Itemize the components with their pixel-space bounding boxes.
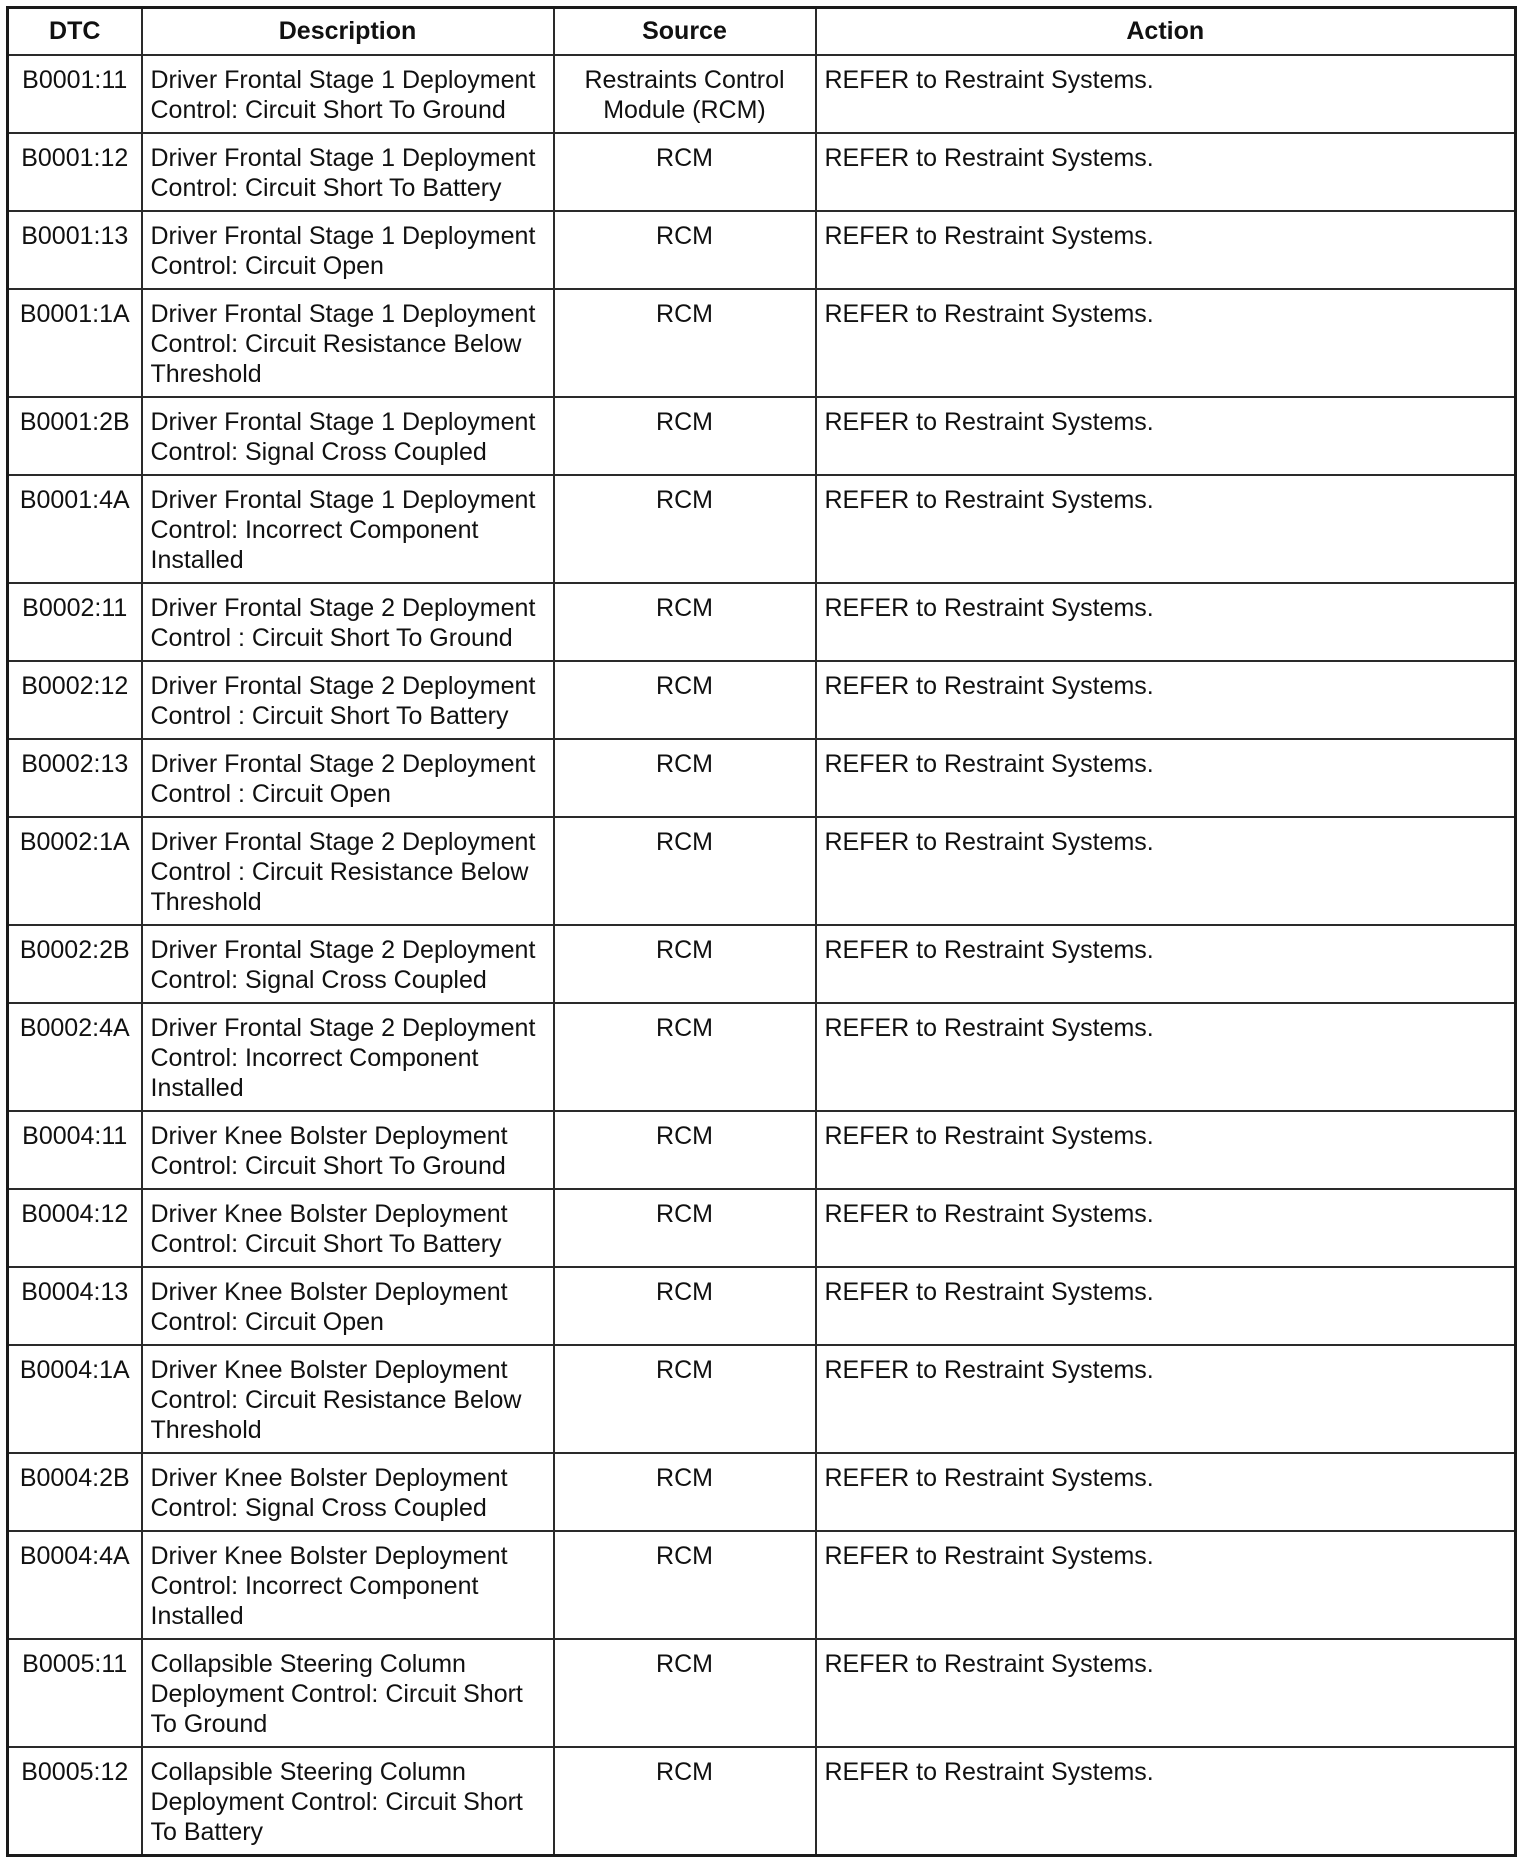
dtc-action: REFER to Restraint Systems. bbox=[816, 925, 1516, 1003]
table-row bbox=[8, 1453, 1516, 1531]
dtc-action: REFER to Restraint Systems. bbox=[816, 475, 1516, 583]
table-row bbox=[8, 133, 1516, 211]
dtc-description: Driver Frontal Stage 1 Deployment Control: Circuit Open bbox=[142, 211, 554, 289]
dtc-code: B0004:2B bbox=[8, 1453, 142, 1531]
table-body bbox=[8, 55, 1516, 1856]
dtc-source: RCM bbox=[554, 1003, 816, 1111]
header-source: Source bbox=[554, 8, 816, 55]
header-row bbox=[8, 8, 1516, 55]
dtc-description: Driver Knee Bolster Deployment Control: Circuit Short To Battery bbox=[142, 1189, 554, 1267]
dtc-source: RCM bbox=[554, 661, 816, 739]
dtc-action: REFER to Restraint Systems. bbox=[816, 817, 1516, 925]
dtc-action: REFER to Restraint Systems. bbox=[816, 211, 1516, 289]
dtc-description: Driver Frontal Stage 2 Deployment Control : Circuit Open bbox=[142, 739, 554, 817]
dtc-source: RCM bbox=[554, 1189, 816, 1267]
dtc-action: REFER to Restraint Systems. bbox=[816, 1453, 1516, 1531]
dtc-source: RCM bbox=[554, 1453, 816, 1531]
dtc-source: RCM bbox=[554, 925, 816, 1003]
dtc-action: REFER to Restraint Systems. bbox=[816, 1531, 1516, 1639]
dtc-action: REFER to Restraint Systems. bbox=[816, 1639, 1516, 1747]
table-row bbox=[8, 211, 1516, 289]
table-row bbox=[8, 289, 1516, 397]
dtc-description: Driver Frontal Stage 1 Deployment Control: Incorrect Component Installed bbox=[142, 475, 554, 583]
dtc-code: B0004:13 bbox=[8, 1267, 142, 1345]
dtc-source: RCM bbox=[554, 133, 816, 211]
dtc-description: Driver Frontal Stage 2 Deployment Control : Circuit Short To Battery bbox=[142, 661, 554, 739]
table-header bbox=[8, 8, 1516, 55]
dtc-source: RCM bbox=[554, 1345, 816, 1453]
dtc-description: Driver Frontal Stage 2 Deployment Control : Circuit Resistance Below Threshold bbox=[142, 817, 554, 925]
dtc-source: Restraints Control Module (RCM) bbox=[554, 55, 816, 133]
table-row bbox=[8, 739, 1516, 817]
table-row bbox=[8, 583, 1516, 661]
dtc-source: RCM bbox=[554, 211, 816, 289]
dtc-code: B0001:13 bbox=[8, 211, 142, 289]
table-row bbox=[8, 1531, 1516, 1639]
dtc-code: B0002:4A bbox=[8, 1003, 142, 1111]
dtc-code: B0004:12 bbox=[8, 1189, 142, 1267]
dtc-code: B0001:11 bbox=[8, 55, 142, 133]
dtc-description: Driver Frontal Stage 1 Deployment Control: Signal Cross Coupled bbox=[142, 397, 554, 475]
dtc-description: Driver Frontal Stage 1 Deployment Control: Circuit Short To Ground bbox=[142, 55, 554, 133]
dtc-source: RCM bbox=[554, 1639, 816, 1747]
dtc-code: B0002:1A bbox=[8, 817, 142, 925]
dtc-action: REFER to Restraint Systems. bbox=[816, 55, 1516, 133]
dtc-source: RCM bbox=[554, 817, 816, 925]
dtc-code: B0002:12 bbox=[8, 661, 142, 739]
dtc-code: B0001:4A bbox=[8, 475, 142, 583]
header-description: Description bbox=[142, 8, 554, 55]
dtc-description: Driver Frontal Stage 2 Deployment Control: Signal Cross Coupled bbox=[142, 925, 554, 1003]
table-row bbox=[8, 1111, 1516, 1189]
dtc-description: Driver Frontal Stage 2 Deployment Control : Circuit Short To Ground bbox=[142, 583, 554, 661]
table-row bbox=[8, 55, 1516, 133]
dtc-description: Collapsible Steering Column Deployment Control: Circuit Short To Ground bbox=[142, 1639, 554, 1747]
dtc-description: Collapsible Steering Column Deployment Control: Circuit Short To Battery bbox=[142, 1747, 554, 1856]
dtc-action: REFER to Restraint Systems. bbox=[816, 1111, 1516, 1189]
dtc-table bbox=[6, 6, 1517, 1857]
dtc-source: RCM bbox=[554, 289, 816, 397]
dtc-action: REFER to Restraint Systems. bbox=[816, 397, 1516, 475]
dtc-action: REFER to Restraint Systems. bbox=[816, 1003, 1516, 1111]
dtc-source: RCM bbox=[554, 1531, 816, 1639]
dtc-source: RCM bbox=[554, 739, 816, 817]
dtc-description: Driver Knee Bolster Deployment Control: Circuit Open bbox=[142, 1267, 554, 1345]
dtc-action: REFER to Restraint Systems. bbox=[816, 1747, 1516, 1856]
header-action: Action bbox=[816, 8, 1516, 55]
table-row bbox=[8, 1747, 1516, 1856]
dtc-action: REFER to Restraint Systems. bbox=[816, 133, 1516, 211]
table-row bbox=[8, 1639, 1516, 1747]
dtc-action: REFER to Restraint Systems. bbox=[816, 289, 1516, 397]
dtc-description: Driver Frontal Stage 1 Deployment Control: Circuit Resistance Below Threshold bbox=[142, 289, 554, 397]
dtc-source: RCM bbox=[554, 397, 816, 475]
dtc-description: Driver Frontal Stage 1 Deployment Control: Circuit Short To Battery bbox=[142, 133, 554, 211]
dtc-source: RCM bbox=[554, 1747, 816, 1856]
dtc-source: RCM bbox=[554, 475, 816, 583]
dtc-action: REFER to Restraint Systems. bbox=[816, 739, 1516, 817]
table-row bbox=[8, 1345, 1516, 1453]
dtc-action: REFER to Restraint Systems. bbox=[816, 1345, 1516, 1453]
table-row bbox=[8, 1189, 1516, 1267]
dtc-code: B0005:11 bbox=[8, 1639, 142, 1747]
dtc-description: Driver Knee Bolster Deployment Control: Incorrect Component Installed bbox=[142, 1531, 554, 1639]
dtc-source: RCM bbox=[554, 1111, 816, 1189]
dtc-code: B0001:1A bbox=[8, 289, 142, 397]
dtc-description: Driver Frontal Stage 2 Deployment Control: Incorrect Component Installed bbox=[142, 1003, 554, 1111]
dtc-code: B0005:12 bbox=[8, 1747, 142, 1856]
header-dtc: DTC bbox=[8, 8, 142, 55]
dtc-description: Driver Knee Bolster Deployment Control: Signal Cross Coupled bbox=[142, 1453, 554, 1531]
table-row bbox=[8, 475, 1516, 583]
table-row bbox=[8, 661, 1516, 739]
dtc-action: REFER to Restraint Systems. bbox=[816, 661, 1516, 739]
dtc-code: B0002:11 bbox=[8, 583, 142, 661]
dtc-code: B0002:13 bbox=[8, 739, 142, 817]
table-row bbox=[8, 397, 1516, 475]
dtc-source: RCM bbox=[554, 1267, 816, 1345]
dtc-source: RCM bbox=[554, 583, 816, 661]
table-row bbox=[8, 817, 1516, 925]
dtc-code: B0004:4A bbox=[8, 1531, 142, 1639]
dtc-action: REFER to Restraint Systems. bbox=[816, 583, 1516, 661]
table-row bbox=[8, 1267, 1516, 1345]
dtc-action: REFER to Restraint Systems. bbox=[816, 1189, 1516, 1267]
dtc-description: Driver Knee Bolster Deployment Control: Circuit Short To Ground bbox=[142, 1111, 554, 1189]
dtc-action: REFER to Restraint Systems. bbox=[816, 1267, 1516, 1345]
table-row bbox=[8, 925, 1516, 1003]
table-row bbox=[8, 1003, 1516, 1111]
dtc-code: B0001:12 bbox=[8, 133, 142, 211]
dtc-description: Driver Knee Bolster Deployment Control: Circuit Resistance Below Threshold bbox=[142, 1345, 554, 1453]
dtc-code: B0002:2B bbox=[8, 925, 142, 1003]
dtc-code: B0004:11 bbox=[8, 1111, 142, 1189]
dtc-code: B0001:2B bbox=[8, 397, 142, 475]
dtc-code: B0004:1A bbox=[8, 1345, 142, 1453]
